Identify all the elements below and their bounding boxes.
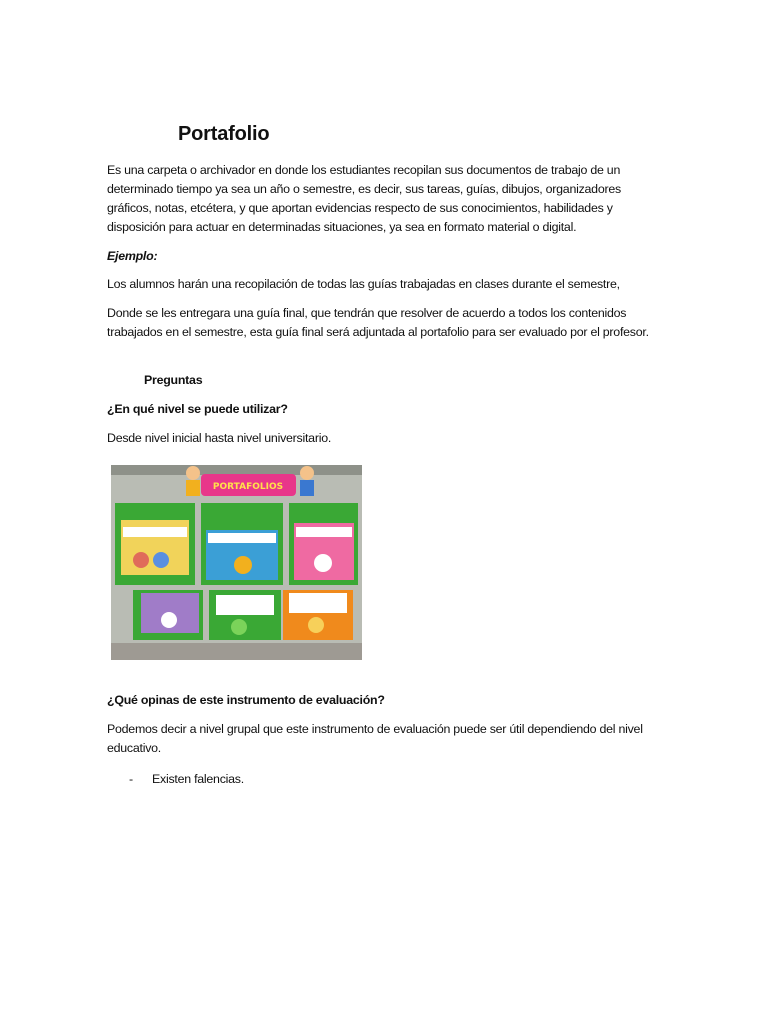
example-heading: Ejemplo: bbox=[107, 249, 158, 263]
bullet-marker: - bbox=[129, 772, 134, 786]
questions-heading: Preguntas bbox=[144, 373, 203, 387]
bullet-item: Existen falencias. bbox=[152, 772, 244, 786]
answer-2: Podemos decir a nivel grupal que este instrumento de evaluación puede ser útil dependiendo del nivel educativo. bbox=[107, 722, 643, 755]
definition-paragraph: Es una carpeta o archivador en donde los estudiantes recopilan sus documentos de trabajo de un determinado tiempo ya sea un año o semestre, es decir, sus tareas, guías, dibujos, organizadores gráficos, notas, etcétera, y que aportan evidencias respecto de sus conocimientos, habilidades y disposición para actuar en determinadas situaciones, ya sea en formato material o digital. bbox=[107, 163, 621, 234]
photo-banner-text: PORTAFOLIOS bbox=[212, 482, 284, 492]
example-paragraph-2: Donde se les entregara una guía final, que tendrán que resolver de acuerdo a todos los contenidos trabajados en el semestre, esta guía final será adjuntada al portafolio para ser evaluado por el profesor. bbox=[107, 306, 649, 339]
page-title: Portafolio bbox=[178, 123, 270, 145]
question-1: ¿En qué nivel se puede utilizar? bbox=[107, 402, 288, 416]
example-paragraph-1: Los alumnos harán una recopilación de todas las guías trabajadas en clases durante el semestre, bbox=[107, 277, 620, 291]
answer-1: Desde nivel inicial hasta nivel universitario. bbox=[107, 431, 332, 445]
question-2: ¿Qué opinas de este instrumento de evaluación? bbox=[107, 693, 385, 707]
portfolio-photo bbox=[111, 465, 362, 660]
